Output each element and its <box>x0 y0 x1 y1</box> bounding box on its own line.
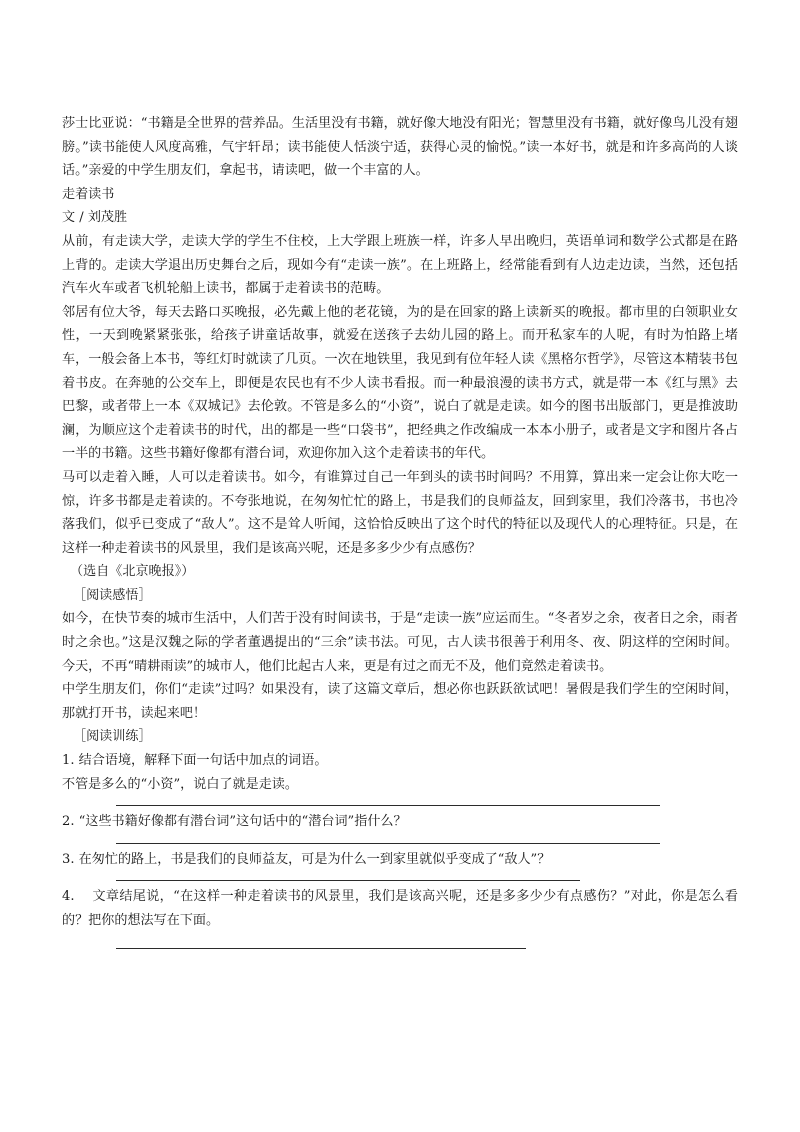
reading-reflection-label: ［阅读感悟］ <box>73 587 152 603</box>
question-4-number: 4. <box>62 889 75 905</box>
reflection-paragraph-1: 如今，在快节奏的城市生活中，人们苦于没有时间读书，于是“走读一族”应运而生。“冬者岁之余，夜者日之余，雨者时之余也。”这是汉魏之际的学者董遇提出的“三余”读书法。可见，古人读书很善于利用冬、夜、阴这样的空闲时间。今天，不再“晴耕雨读”的城市人，他们比起古人来，更是有过之而无不及，他们竟然走着读书。 <box>62 611 738 674</box>
question-4-answer-line[interactable] <box>116 948 526 949</box>
question-1-gap <box>62 796 738 805</box>
question-1-prompt: 结合语境，解释下面一句话中加点的词语。 <box>78 753 328 769</box>
reading-exercises-label: ［阅读训练］ <box>73 729 152 745</box>
intro-paragraph: 莎士比亚说：“书籍是全世界的营养品。生活里没有书籍，就好像大地没有阳光；智慧里没有书籍，就好像鸟儿没有翅膀。”读书能使人风度高雅，气宇轩昂；读书能使人恬淡宁适，获得心灵的愉悦。”读一本好书，就是和许多高尚的人谈话。”亲爱的中学生朋友们，拿起书，请读吧，做一个丰富的人。 <box>62 116 738 179</box>
body-paragraph-3: 马可以走着入睡，人可以走着读书。如今，有谁算过自己一年到头的读书时间吗？不用算，算出来一定会让你大吃一惊，许多书都是走着读的。不夸张地说，在匆匆忙忙的路上，书是我们的良师益友，回到家里，我们冷落书，书也冷落我们，似乎已变成了“敌人”。这不是耸人听闻，这恰恰反映出了这个时代的特征以及现代人的心理特征。只是，在这样一种走着读书的风景里，我们是该高兴呢，还是多多少少有点感伤？ <box>62 469 738 556</box>
question-3-prompt: 在匆忙的路上，书是我们的良师益友，可是为什么一到家里就似乎变成了“敌人”？ <box>78 851 551 867</box>
question-4 <box>62 885 738 932</box>
question-2 <box>62 810 738 834</box>
article-title: 走着读书 <box>62 186 115 202</box>
question-1-number: 1. <box>62 753 75 769</box>
question-2-prompt: “这些书籍好像都有潜台词”这句话中的“潜台词”指什么？ <box>78 814 407 830</box>
article-source: （选自《北京晚报》） <box>70 564 195 580</box>
question-4-gap <box>62 933 738 948</box>
question-3-gap <box>62 871 738 880</box>
question-2-gap <box>62 834 738 843</box>
question-1-quote: 不管是多么的“小资”，说白了就是走读。 <box>62 776 298 792</box>
body-paragraph-1: 从前，有走读大学，走读大学的学生不住校，上大学跟上班族一样，许多人早出晚归，英语单词和数学公式都是在路上背的。走读大学退出历史舞台之后，现如今有“走读一族”。在上班路上，经常能看到有人边走边读，当然，还包括汽车火车或者飞机轮船上读书，都属于走着读书的范畴。 <box>62 233 738 297</box>
article-byline: 文 / 刘茂胜 <box>62 210 128 226</box>
question-2-number: 2. <box>62 814 75 830</box>
body-paragraph-2: 邻居有位大爷，每天去路口买晚报，必先戴上他的老花镜，为的是在回家的路上读新买的晚报。都市里的白领职业女性，一天到晚紧紧张张，给孩子讲童话故事，就爱在送孩子去幼儿园的路上。而开私家车的人呢，有时为怕路上堵车，一般会备上本书，等红灯时就读了几页。一次在地铁里，我见到有位年轻人读《黑格尔哲学》，尽管这本精装书包着书皮。在奔驰的公交车上，即便是农民也有不少人读书看报。而一种最浪漫的读书方式，就是带一本《红与黑》去巴黎，或者带上一本《双城记》去伦敦。不管是多么的“小资”，说白了就是走读。如今的图书出版部门，更是推波助澜，为顺应这个走着读书的时代，出的都是一些“口袋书”，把经典之作改编成一本本小册子，或者是文字和图片各占一半的书籍。这些书籍好像都有潜台词，欢迎你加入这个走着读书的年代。 <box>62 304 738 462</box>
reflection-paragraph-2: 中学生朋友们，你们“走读”过吗？如果没有，读了这篇文章后，想必你也跃跃欲试吧！暑假是我们学生的空闲时间，那就打开书，读起来吧！ <box>62 682 738 721</box>
question-4-prompt: 文章结尾说，“在这样一种走着读书的风景里，我们是该高兴呢，还是多多少少有点感伤？”对此，你是怎么看的？把你的想法写在下面。 <box>62 889 738 928</box>
question-3-number: 3. <box>62 851 75 867</box>
question-1 <box>62 749 738 773</box>
question-4-answer-line-wrap <box>62 948 738 949</box>
question-3 <box>62 848 738 872</box>
document-body <box>62 112 738 949</box>
